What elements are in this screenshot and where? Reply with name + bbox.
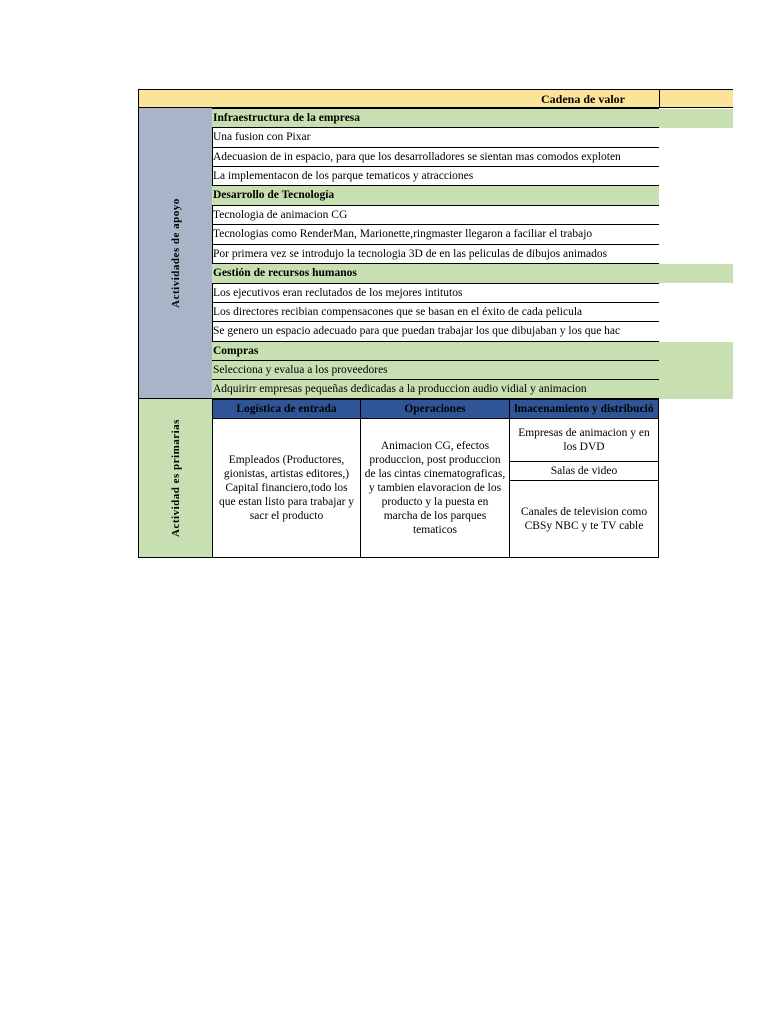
section-heading: Infraestructura de la empresa (212, 108, 659, 128)
column-header: Operaciones (360, 399, 510, 419)
list-item: Selecciona y evalua a los proveedores (212, 360, 659, 380)
column-header: Logística de entrada (212, 399, 361, 419)
primary-activities-label: Actividad es primarias (169, 419, 182, 537)
section-heading: Compras (212, 341, 659, 361)
table-cell: Empresas de animacion y en los DVD (509, 418, 659, 462)
table-cell: Canales de television como CBSy NBC y te TV cable (509, 480, 659, 558)
section-heading: Gestión de recursos humanos (212, 263, 659, 283)
column-header: lmacenamiento y distribució (509, 399, 659, 419)
heading-fill (659, 109, 733, 128)
table-cell: Salas de video (509, 461, 659, 481)
list-item: Una fusion con Pixar (212, 127, 659, 147)
title-bar (138, 89, 733, 108)
table-cell: Empleados (Productores, gionistas, artistas editores,) Capital financiero,todo los que estan listo para trabajar y sacr el producto (212, 418, 361, 558)
title-divider (659, 89, 660, 108)
section-heading: Desarrollo de Tecnología (212, 185, 659, 205)
list-item: Tecnologias como RenderMan, Marionette,ringmaster llegaron a faciliar el trabajo (212, 224, 659, 244)
heading-fill (659, 264, 733, 283)
list-item: Tecnologia de animacion CG (212, 205, 659, 225)
list-item: Los directores recibian compensacones que se basan en el éxito de cada pelicula (212, 302, 659, 322)
table-title: Cadena de valor (541, 92, 625, 106)
list-item: Se genero un espacio adecuado para que puedan trabajar los que dibujaban y los que hac (212, 321, 659, 341)
heading-fill (659, 342, 733, 399)
primary-activities-label-cell (138, 398, 213, 558)
list-item: Los ejecutivos eran reclutados de los mejores intitutos (212, 283, 659, 303)
list-item: Adecuasion de in espacio, para que los desarrolladores se sientan mas comodos exploten (212, 147, 659, 167)
support-activities-label-cell (138, 107, 213, 399)
list-item: Por primera vez se introdujo la tecnologia 3D de en las peliculas de dibujos animados (212, 244, 659, 264)
list-item: La implementacon de los parque tematicos y atracciones (212, 166, 659, 186)
table-cell: Animacion CG, efectos produccion, post produccion de las cintas cinematograficas, y tambien elavoracion de los producto y la puesta en marcha de los parques tematicos (360, 418, 510, 558)
list-item: Adquirirr empresas pequeñas dedicadas a la produccion audio vidial y animacion (212, 379, 659, 399)
support-activities-label: Actividades de apoyo (169, 198, 182, 308)
